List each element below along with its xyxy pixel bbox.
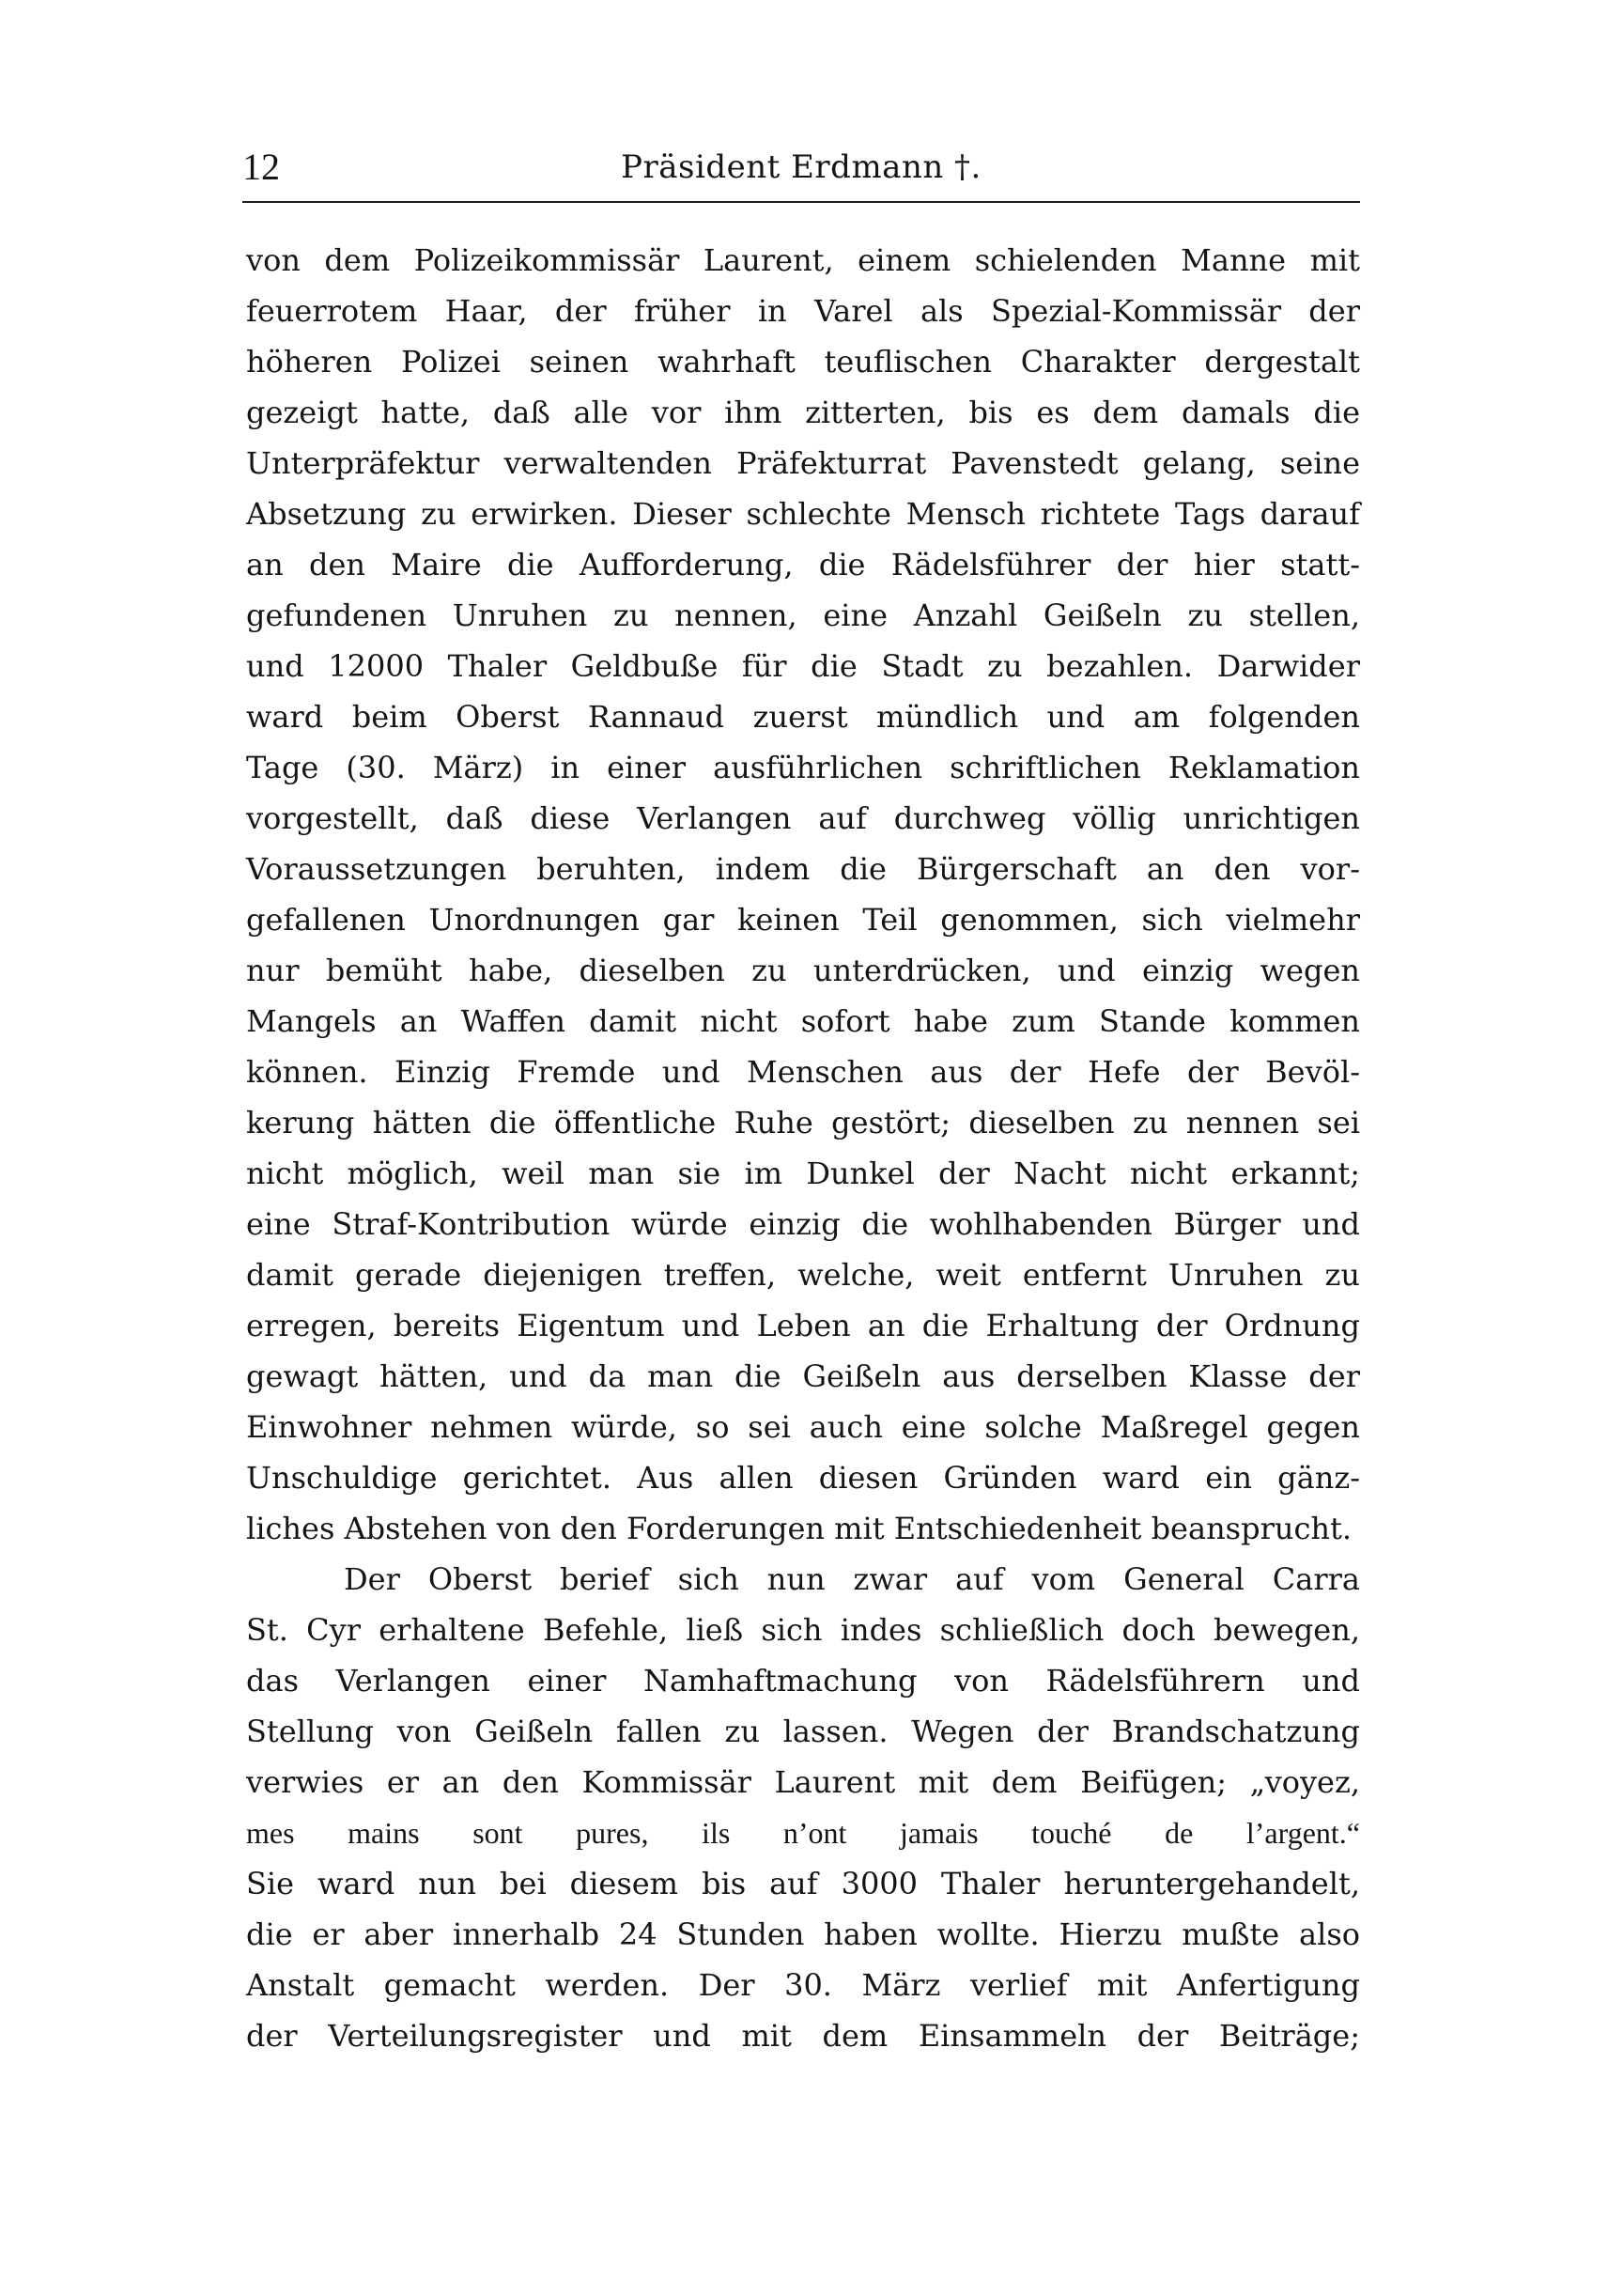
text-line: Voraussetzungen beruhten, indem die Bürgerschaft an den vor- [246, 851, 1360, 887]
text-line: nur bemüht habe, dieselben zu unterdrücken, und einzig wegen [246, 953, 1360, 988]
text-line: St. Cyr erhaltene Befehle, ließ sich indes schließlich doch bewegen, [246, 1612, 1360, 1648]
text-line: höheren Polizei seinen wahrhaft teuflischen Charakter dergestalt [246, 344, 1360, 380]
text-line: gefallenen Unordnungen gar keinen Teil genommen, sich vielmehr [246, 902, 1360, 938]
text-line: erregen, bereits Eigentum und Leben an die Erhaltung der Ordnung [246, 1308, 1360, 1343]
text-line: an den Maire die Aufforderung, die Rädelsführer der hier statt- [246, 547, 1360, 582]
text-line: Einwohner nehmen würde, so sei auch eine solche Maßregel gegen [246, 1409, 1360, 1445]
text-line: Mangels an Waffen damit nicht sofort habe zum Stande kommen [246, 1003, 1360, 1039]
paragraph-1 [246, 235, 1360, 1554]
text-line: Tage (30. März) in einer ausführlichen schriftlichen Reklamation [246, 750, 1360, 785]
text-line: feuerrotem Haar, der früher in Varel als Spezial-Kommissär der [246, 293, 1360, 329]
text-line: kerung hätten die öffentliche Ruhe gestört; dieselben zu nennen sei [246, 1105, 1360, 1140]
text-line: ward beim Oberst Rannaud zuerst mündlich und am folgenden [246, 699, 1360, 735]
running-title: Präsident Erdmann †. [621, 148, 982, 186]
text-line: das Verlangen einer Namhaftmachung von Rädelsführern und [246, 1663, 1360, 1699]
text-line: gefundenen Unruhen zu nennen, eine Anzahl Geißeln zu stellen, [246, 597, 1360, 633]
text-line: Stellung von Geißeln fallen zu lassen. Wegen der Brandschatzung [246, 1714, 1360, 1749]
text-line: gezeigt hatte, daß alle vor ihm zitterten, bis es dem damals die [246, 395, 1360, 430]
text-line: verwies er an den Kommissär Laurent mit dem Beifügen; „voyez, [246, 1764, 1360, 1800]
text-line: Absetzung zu erwirken. Dieser schlechte Mensch richtete Tags darauf [246, 496, 1360, 532]
header-rule [242, 201, 1360, 203]
text-line: vorgestellt, daß diese Verlangen auf durchweg völlig unrichtigen [246, 800, 1360, 836]
text-line: Unterpräfektur verwaltenden Präfekturrat Pavenstedt gelang, seine [246, 445, 1360, 481]
body-text [246, 235, 1360, 2061]
text-line: und 12000 Thaler Geldbuße für die Stadt zu bezahlen. Darwider [246, 648, 1360, 684]
text-line: können. Einzig Fremde und Menschen aus der Hefe der Bevöl- [246, 1054, 1360, 1090]
text-line: gewagt hätten, und da man die Geißeln aus derselben Klasse der [246, 1358, 1360, 1394]
text-line: von dem Polizeikommissär Laurent, einem schielenden Manne mit [246, 242, 1360, 278]
text-line: die er aber innerhalb 24 Stunden haben wollte. Hierzu mußte also [246, 1916, 1360, 1952]
text-line: liches Abstehen von den Forderungen mit Entschiedenheit beansprucht. [246, 1511, 1353, 1546]
text-line: mes mains sont pures, ils n’ont jamais touché de l’argent.“ [246, 1816, 1360, 1850]
text-line: damit gerade diejenigen treffen, welche, weit entfernt Unruhen zu [246, 1257, 1360, 1293]
text-line: Anstalt gemacht werden. Der 30. März verlief mit Anfertigung [246, 1967, 1360, 2003]
text-line: nicht möglich, weil man sie im Dunkel der Nacht nicht erkannt; [246, 1156, 1360, 1191]
paragraph-2 [246, 1554, 1360, 2061]
text-line: Sie ward nun bei diesem bis auf 3000 Thaler heruntergehandelt, [246, 1866, 1360, 1901]
page-header [242, 139, 1360, 201]
text-line: Der Oberst berief sich nun zwar auf vom General Carra [344, 1561, 1360, 1597]
text-line: eine Straf-Kontribution würde einzig die wohlhabenden Bürger und [246, 1206, 1360, 1242]
page-number: 12 [242, 146, 280, 188]
text-line: der Verteilungsregister und mit dem Einsammeln der Beiträge; [246, 2018, 1360, 2054]
text-line: Unschuldige gerichtet. Aus allen diesen Gründen ward ein gänz- [246, 1460, 1360, 1496]
